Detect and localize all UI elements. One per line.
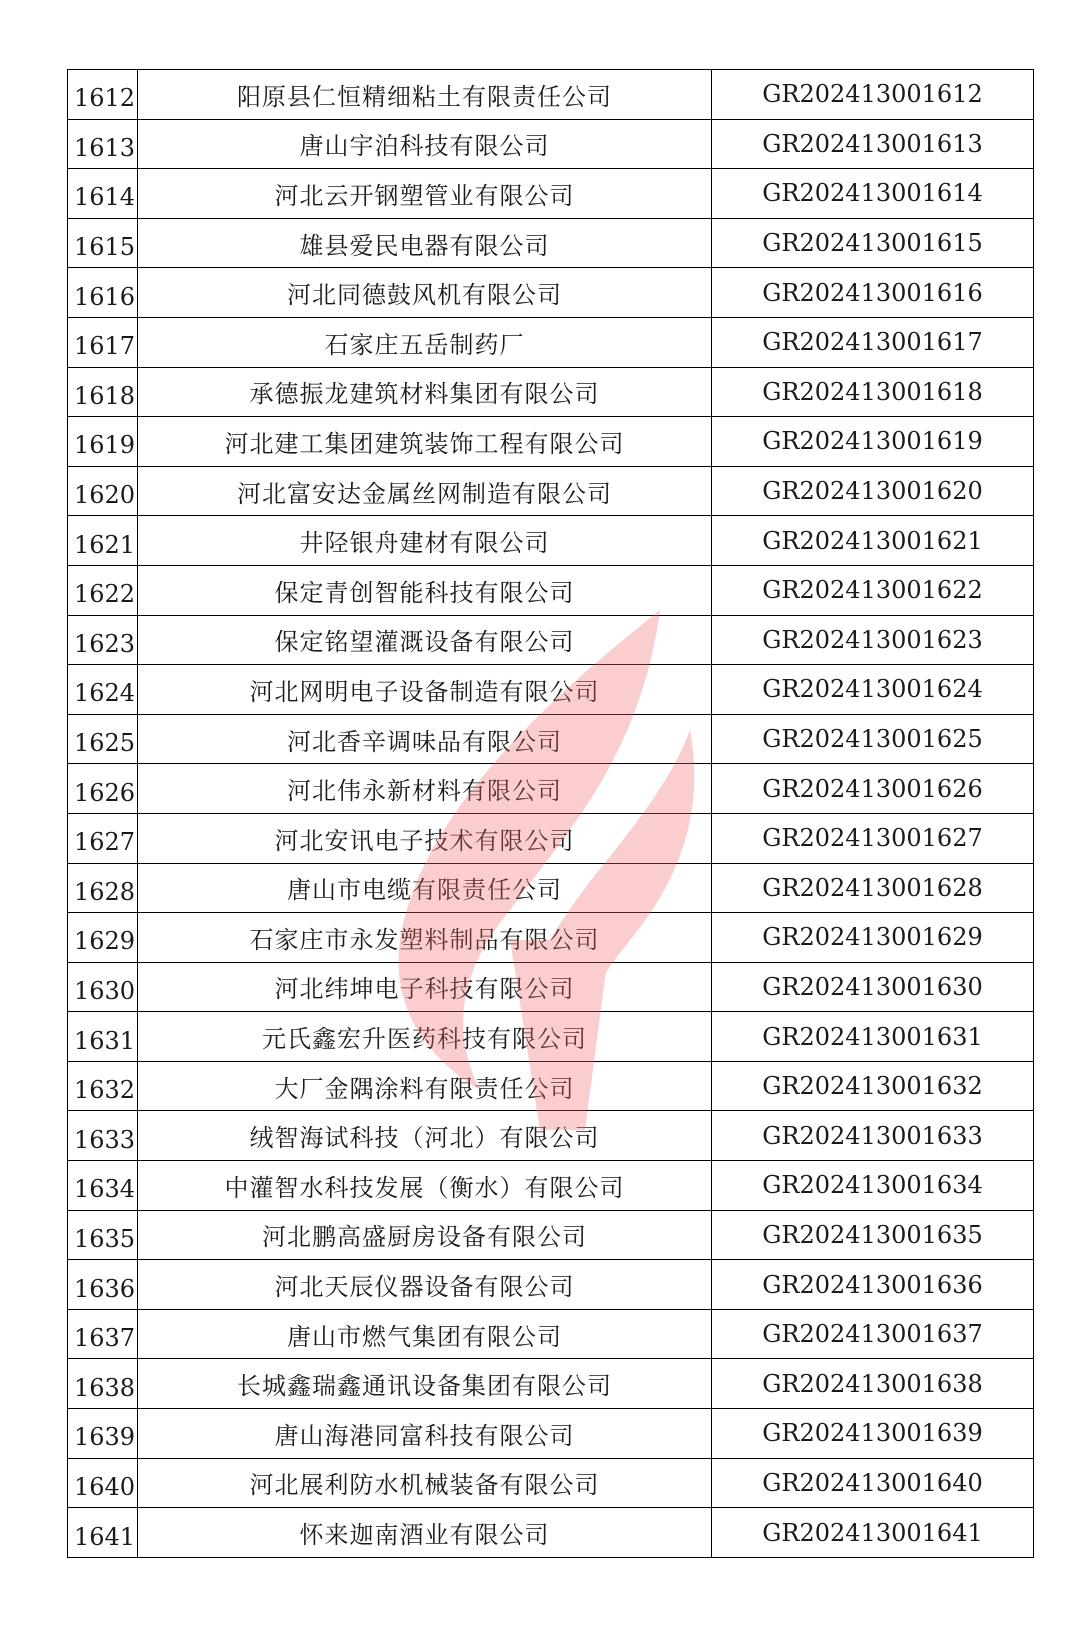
table-row [68,218,1034,268]
certificate-number: GR202413001618 [712,367,1034,417]
table-row [68,863,1034,913]
company-name: 唐山市电缆有限责任公司 [138,863,712,913]
table-row [68,70,1034,120]
table-row [68,516,1034,566]
company-name: 阳原县仁恒精细粘土有限责任公司 [138,70,712,120]
row-number: 1623 [68,615,138,665]
row-number: 1631 [68,1012,138,1062]
company-name: 河北鹏高盛厨房设备有限公司 [138,1210,712,1260]
row-number: 1620 [68,466,138,516]
row-number: 1624 [68,665,138,715]
company-name: 河北云开钢塑管业有限公司 [138,169,712,219]
company-name: 河北天辰仪器设备有限公司 [138,1260,712,1310]
table-row [68,169,1034,219]
table-row [68,1508,1034,1558]
row-number: 1616 [68,268,138,318]
certificate-number: GR202413001626 [712,764,1034,814]
certificate-number: GR202413001639 [712,1409,1034,1459]
company-name: 长城鑫瑞鑫通讯设备集团有限公司 [138,1359,712,1409]
row-number: 1619 [68,417,138,467]
table-row [68,1061,1034,1111]
company-name: 河北香辛调味品有限公司 [138,714,712,764]
certificate-number: GR202413001641 [712,1508,1034,1558]
certificate-number: GR202413001633 [712,1111,1034,1161]
certificate-number: GR202413001638 [712,1359,1034,1409]
certificate-number: GR202413001614 [712,169,1034,219]
table-row [68,1359,1034,1409]
certificate-number: GR202413001634 [712,1161,1034,1211]
company-name: 河北建工集团建筑装饰工程有限公司 [138,417,712,467]
row-number: 1637 [68,1309,138,1359]
row-number: 1629 [68,913,138,963]
company-name: 怀来迦南酒业有限公司 [138,1508,712,1558]
row-number: 1633 [68,1111,138,1161]
row-number: 1630 [68,962,138,1012]
table-row [68,466,1034,516]
company-name: 中灌智水科技发展（衡水）有限公司 [138,1161,712,1211]
company-name: 大厂金隅涂料有限责任公司 [138,1061,712,1111]
row-number: 1615 [68,218,138,268]
row-number: 1627 [68,813,138,863]
company-name: 石家庄五岳制药厂 [138,317,712,367]
certificate-number: GR202413001624 [712,665,1034,715]
table-row [68,367,1034,417]
certificate-number: GR202413001613 [712,119,1034,169]
certificate-number: GR202413001636 [712,1260,1034,1310]
table-row [68,913,1034,963]
company-name: 唐山宇泊科技有限公司 [138,119,712,169]
company-name: 唐山海港同富科技有限公司 [138,1409,712,1459]
certificate-table [67,69,1034,1558]
table-row [68,764,1034,814]
certificate-number: GR202413001640 [712,1458,1034,1508]
row-number: 1639 [68,1409,138,1459]
row-number: 1613 [68,119,138,169]
company-name: 石家庄市永发塑料制品有限公司 [138,913,712,963]
table-row [68,1210,1034,1260]
company-name: 河北展利防水机械装备有限公司 [138,1458,712,1508]
row-number: 1632 [68,1061,138,1111]
row-number: 1617 [68,317,138,367]
table-row [68,615,1034,665]
company-name: 井陉银舟建材有限公司 [138,516,712,566]
company-name: 元氏鑫宏升医药科技有限公司 [138,1012,712,1062]
table-row [68,417,1034,467]
certificate-number: GR202413001631 [712,1012,1034,1062]
certificate-number: GR202413001619 [712,417,1034,467]
company-name: 承德振龙建筑材料集团有限公司 [138,367,712,417]
table-row [68,1012,1034,1062]
row-number: 1628 [68,863,138,913]
row-number: 1641 [68,1508,138,1558]
table-row [68,1458,1034,1508]
table-row [68,1309,1034,1359]
certificate-number: GR202413001632 [712,1061,1034,1111]
certificate-number: GR202413001622 [712,565,1034,615]
company-name: 绒智海试科技（河北）有限公司 [138,1111,712,1161]
table-row [68,665,1034,715]
table-body [68,70,1034,1558]
certificate-number: GR202413001625 [712,714,1034,764]
certificate-number: GR202413001616 [712,268,1034,318]
table-row [68,565,1034,615]
company-name: 河北同德鼓风机有限公司 [138,268,712,318]
table-row [68,813,1034,863]
table-row [68,1409,1034,1459]
certificate-number: GR202413001627 [712,813,1034,863]
certificate-number: GR202413001629 [712,913,1034,963]
company-name: 河北伟永新材料有限公司 [138,764,712,814]
table-row [68,119,1034,169]
row-number: 1635 [68,1210,138,1260]
table-row [68,714,1034,764]
certificate-number: GR202413001635 [712,1210,1034,1260]
company-name: 河北富安达金属丝网制造有限公司 [138,466,712,516]
table-row [68,962,1034,1012]
certificate-number: GR202413001617 [712,317,1034,367]
row-number: 1626 [68,764,138,814]
table-row [68,1161,1034,1211]
certificate-number: GR202413001623 [712,615,1034,665]
row-number: 1618 [68,367,138,417]
certificate-number: GR202413001615 [712,218,1034,268]
certificate-number: GR202413001620 [712,466,1034,516]
table-row [68,317,1034,367]
row-number: 1622 [68,565,138,615]
row-number: 1621 [68,516,138,566]
row-number: 1638 [68,1359,138,1409]
table-row [68,1111,1034,1161]
row-number: 1640 [68,1458,138,1508]
company-name: 保定青创智能科技有限公司 [138,565,712,615]
row-number: 1636 [68,1260,138,1310]
table-row [68,1260,1034,1310]
certificate-number: GR202413001621 [712,516,1034,566]
row-number: 1625 [68,714,138,764]
row-number: 1614 [68,169,138,219]
table-row [68,268,1034,318]
row-number: 1612 [68,70,138,120]
row-number: 1634 [68,1161,138,1211]
company-name: 河北纬坤电子科技有限公司 [138,962,712,1012]
certificate-number: GR202413001612 [712,70,1034,120]
certificate-number: GR202413001637 [712,1309,1034,1359]
company-name: 河北安讯电子技术有限公司 [138,813,712,863]
company-name: 河北网明电子设备制造有限公司 [138,665,712,715]
company-name: 唐山市燃气集团有限公司 [138,1309,712,1359]
company-name: 保定铭望灌溉设备有限公司 [138,615,712,665]
company-name: 雄县爱民电器有限公司 [138,218,712,268]
certificate-number: GR202413001628 [712,863,1034,913]
certificate-number: GR202413001630 [712,962,1034,1012]
